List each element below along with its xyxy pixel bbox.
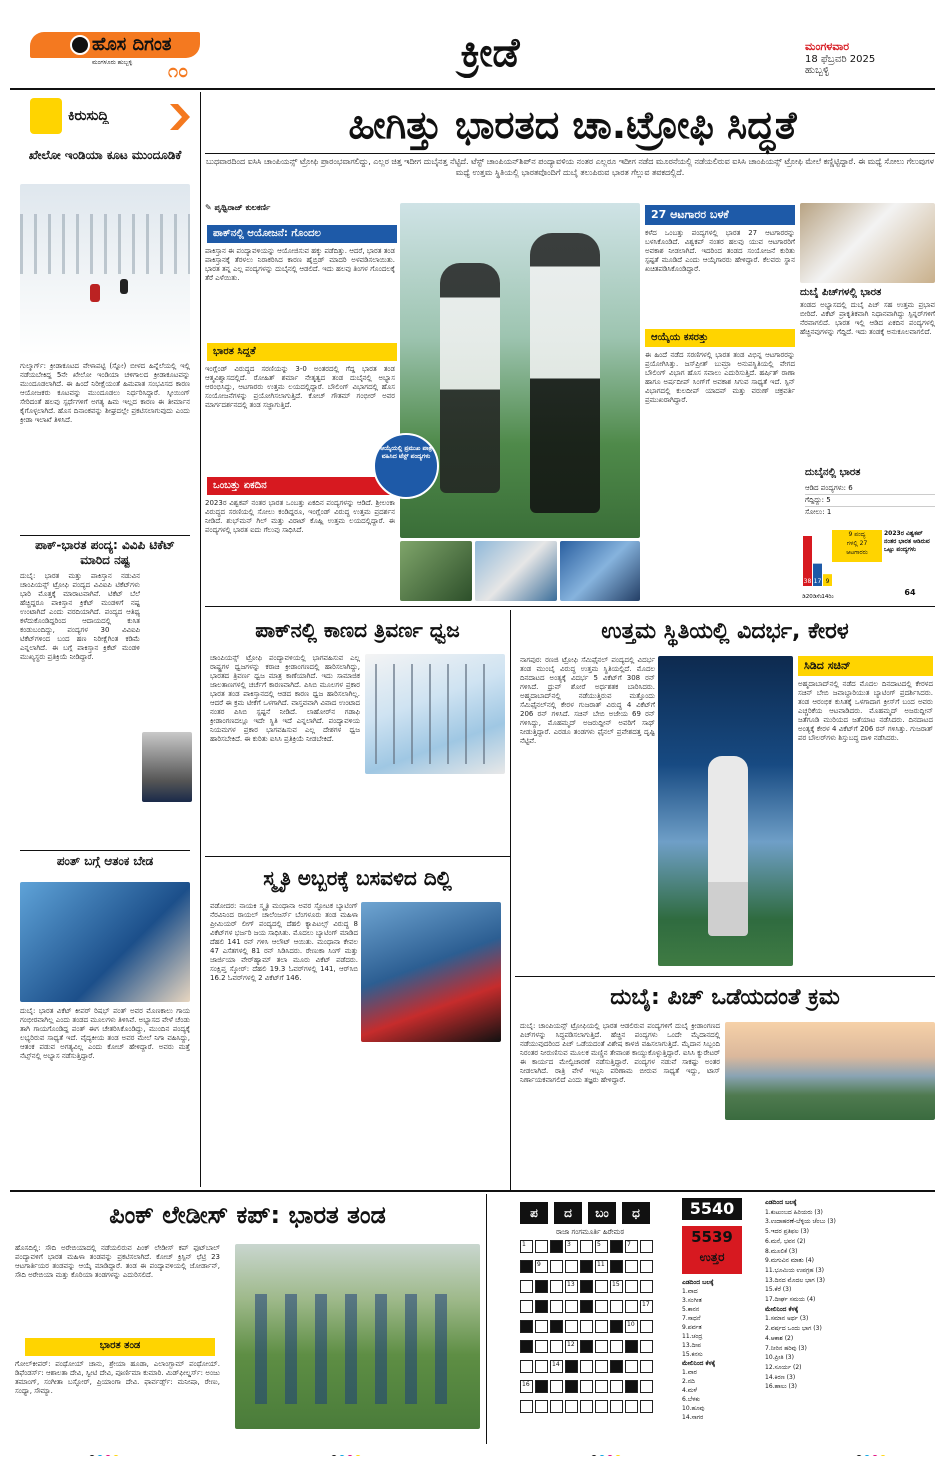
dubai-pitch-title: ದುಬೈ ಪಿಚ್‌ಗಳಲ್ಲಿ ಭಾರತ [800,287,882,298]
dubai-record-title: ದುಬೈನಲ್ಲಿ ಭಾರತ [805,467,861,478]
dubai-pitch-body: ತಂಡದ ಅಭ್ಯಾಸದಲ್ಲಿ ದುಬೈ ಪಿಚ್ ಸಹ ಉತ್ತಮ ಪ್ರಭಾವ ಬೀರಿದೆ. ವಿಕೆಟ್ ಪ್ರಾಕೃತಿಕವಾಗಿ ನಿಧಾನವಾಗಿದ್ದು ಸ್ಪಿನ್ನರ್‌ಗಳಿಗೆ ನೆರವಾಗಲಿದೆ. ಭಾರತ ಇಲ್ಲಿ ಆಡಿದ ಏಕದಿನ ಪಂದ್ಯಗಳಲ್ಲಿ ಹೆಚ್ಚಿನವುಗಳನ್ನು ಗೆದ್ದಿದೆ. ಇದು ತಂಡಕ್ಕೆ ಅನುಕೂಲವಾಗಲಿದೆ. [800,301,935,336]
crossword-cell[interactable] [520,1300,533,1313]
crossword-cell[interactable] [565,1400,578,1413]
ayke-title: ಆಯ್ಕೆಯ ಕಸರತ್ತು [651,332,709,343]
crossword-cell[interactable] [565,1340,578,1353]
crossword-cell[interactable] [640,1240,653,1253]
clue-item: 4.ಆಕಾಶ (2) [765,1334,794,1342]
delhi-body-cont [361,1048,501,1182]
crossword-cell[interactable] [520,1240,533,1253]
clue-item: 6.ಮನೆ, ಭವನ (2) [765,1237,806,1245]
crossword-cell[interactable] [535,1360,548,1373]
crossword-cell[interactable] [610,1320,623,1333]
crossword-cell-number: 9 [537,1261,541,1268]
chart-title: 2023ರ ವಿಶ್ವಕಪ್ ನಂತರ ಭಾರತ ಆಡಿರುವ ಒಟ್ಟು ಪಂದ್ಯಗಳು [884,530,930,553]
delhi-body: ವಡೋದರ: ನಾಯಕಿ ಸ್ಮೃತಿ ಮಂಧಾನಾ ಅವರ ಸ್ಫೋಟಕ ಬ್ಯಾಟಿಂಗ್ ನೆರವಿನಿಂದ ರಾಯಲ್ ಚಾಲೆಂಜರ್ಸ್ ಬೆಂಗಳೂರು ತಂಡ ಮಹಿಳಾ ಪ್ರೀಮಿಯರ್ ಲೀಗ್ ಪಂದ್ಯದಲ್ಲಿ ದೆಹಲಿ ಕ್ಯಾಪಿಟಲ್ಸ್ ವಿರುದ್ಧ 8 ವಿಕೆಟ್‌ಗಳ ಭರ್ಜರಿ ಜಯ ಸಾಧಿಸಿತು. ಮೊದಲು ಬ್ಯಾಟಿಂಗ್ ಮಾಡಿದ ದೆಹಲಿ 141 ರನ್ ಗಳಿಸಿ ಆಲೌಟ್ ಆಯಿತು. ಮಂಧಾನಾ ಕೇವಲ 47 ಎಸೆತಗಳಲ್ಲಿ 81 ರನ್ ಸಿಡಿಸಿದರು. ರೇಣುಕಾ ಸಿಂಗ್ ಮತ್ತು ಜಾರ್ಜಿಯಾ ವೇರ್‌ಹ್ಯಾಮ್ ತಲಾ ಮೂರು ವಿಕೆಟ್ ಪಡೆದರು. ಸಂಕ್ಷಿಪ್ತ ಸ್ಕೋರ್: ದೆಹಲಿ 19.3 ಓವರ್‌ಗಳಲ್ಲಿ 141, ಆರ್‌ಸಿಬಿ 16.2 ಓವರ್‌ಗಳಲ್ಲಿ 2 ವಿಕೆಟ್‌ಗೆ 146. [210,902,358,982]
cw-title-1: ಪ [520,1202,548,1224]
crossword-cell[interactable] [535,1280,548,1293]
rule-1 [20,535,190,536]
pitch-body: ದುಬೈ: ಚಾಂಪಿಯನ್ಸ್ ಟ್ರೋಫಿಯಲ್ಲಿ ಭಾರತ ಆಡಲಿರುವ ಪಂದ್ಯಗಳಿಗೆ ದುಬೈ ಕ್ರೀಡಾಂಗಣದ ಪಿಚ್‌ಗಳನ್ನು ಸಿದ್ಧಪಡಿಸಲಾಗುತ್ತಿದೆ. ಹೆಚ್ಚಿನ ಪಂದ್ಯಗಳು ಒಂದೇ ಮೈದಾನದಲ್ಲಿ ನಡೆಯುವುದರಿಂದ ಪಿಚ್ ಒಡೆಯದಂತೆ ವಿಶೇಷ ಕಾಳಜಿ ವಹಿಸಲಾಗುತ್ತಿದೆ. ಮೈದಾನ ಸಿಬ್ಬಂದಿ ನಿರಂತರ ನೀರುಣಿಸುವ ಮೂಲಕ ಮಣ್ಣಿನ ತೇವಾಂಶ ಕಾಯ್ದುಕೊಳ್ಳುತ್ತಿದ್ದಾರೆ. ಐಸಿಸಿ ಕ್ಯುರೇಟರ್ ಈ ಕಾರ್ಯದ ಮೇಲ್ವಿಚಾರಣೆ ನಡೆಸುತ್ತಿದ್ದಾರೆ. ಪಂದ್ಯಗಳ ನಡುವೆ ಸಾಕಷ್ಟು ಅಂತರ ನೀಡಲಾಗಿದೆ. ರಾತ್ರಿ ವೇಳೆ ಇಬ್ಬನಿ ಪರಿಣಾಮ ಬೀರುವ ಸಾಧ್ಯತೆ ಇದ್ದು, ಟಾಸ್ ನಿರ್ಣಾಯಕವಾಗಲಿದೆ ಎಂದು ತಜ್ಞರು ಹೇಳಿದ್ದಾರೆ. [520,1022,720,1084]
clue-item: 1.ಕುಟುಂಬದ ಹಿರಿಯರು (3) [765,1208,823,1216]
crossword-cell[interactable] [550,1300,563,1313]
crossword-cell[interactable] [640,1380,653,1393]
clue-item: 15.ಕೆರೆ (3) [765,1286,792,1294]
crossword-cell[interactable] [535,1320,548,1333]
pant-photo [20,882,190,1002]
ondu-title: ಒಂಬತ್ತು ಏಕದಿನ [213,480,267,491]
pak-title: ಪಾಕ್‌ನಲ್ಲಿ ಆಯೋಜನೆ: ಗೊಂದಲ [213,228,321,239]
ataga-body: ಕಳೆದ ಒಂಬತ್ತು ಪಂದ್ಯಗಳಲ್ಲಿ ಭಾರತ 27 ಆಟಗಾರರನ್ನು ಬಳಸಿಕೊಂಡಿದೆ. ವಿಶ್ವಕಪ್ ನಂತರ ಹಲವು ಯುವ ಆಟಗಾರರಿಗೆ ಅವಕಾಶ ನೀಡಲಾಗಿದೆ. ಇದರಿಂದ ತಂಡದ ಸಂಯೋಜನೆ ಕುರಿತು ಸ್ಪಷ್ಟತೆ ಮೂಡಿದೆ ಎಂದು ಆಯ್ಕೆಗಾರರು ಹೇಳಿದ್ದಾರೆ. ಕೆಲವರು ಸ್ಥಾನ ಖಚಿತಪಡಿಸಿಕೊಂಡಿದ್ದಾರೆ. [645,229,795,273]
ayke-body: ಈ ಹಿಂದೆ ನಡೆದ ಸರಣಿಗಳಲ್ಲಿ ಭಾರತ ತಂಡ ವಿಭಿನ್ನ ಆಟಗಾರರನ್ನು ಪ್ರಯೋಗಿಸಿತ್ತು. ಜಸ್‌ಪ್ರೀತ್ ಬುಮ್ರಾ ಅನುಪಸ್ಥಿತಿಯಲ್ಲಿ ವೇಗದ ಬೌಲಿಂಗ್ ವಿಭಾಗ ಹೊಸ ಸವಾಲು ಎದುರಿಸುತ್ತಿದೆ. ಹರ್ಷಿತ್ ರಾಣಾ ಹಾಗೂ ಅರ್ಷದೀಪ್ ಸಿಂಗ್‌ಗೆ ಅವಕಾಶ ಸಿಗುವ ಸಾಧ್ಯತೆ ಇದೆ. ಸ್ಪಿನ್ ವಿಭಾಗದಲ್ಲಿ ಕುಲದೀಪ್ ಯಾದವ್ ಮತ್ತು ವರುಣ್ ಚಕ್ರವರ್ತಿ ಪ್ರಮುಖರಾಗಿದ್ದಾರೆ. [645,351,795,404]
record-lost: ಸೋಲು: 1 [805,508,832,516]
flag-bottom-rule [205,856,510,857]
cw-title-3: ಬಂ [588,1202,616,1224]
clue-item: 3.ಉದಾಹರಣೆ-ಬೆಳ್ಳಿಯ ಚೆಂಬು (3) [765,1218,836,1226]
crossword-cell[interactable] [595,1240,608,1253]
crossword-cell[interactable] [550,1320,563,1333]
crossword-cell[interactable] [580,1260,593,1273]
pink-body: ಹೊಸದಿಲ್ಲಿ: ಸೌದಿ ಅರೇಬಿಯಾದಲ್ಲಿ ನಡೆಯಲಿರುವ ಪಿಂಕ್ ಲೇಡೀಸ್ ಕಪ್ ಫುಟ್‌ಬಾಲ್ ಪಂದ್ಯಾವಳಿಗೆ ಭಾರತ ಮಹಿಳಾ ತಂಡವನ್ನು ಪ್ರಕಟಿಸಲಾಗಿದೆ. ಕೋಚ್ ಕ್ರಿಸ್ಪಿನ್ ಛೆಟ್ರಿ 23 ಆಟಗಾರ್ತಿಯರ ತಂಡವನ್ನು ಆಯ್ಕೆ ಮಾಡಿದ್ದಾರೆ. ತಂಡ ಈ ಪಂದ್ಯಾವಳಿಯಲ್ಲಿ ಜೋರ್ಡಾನ್, ಸೌದಿ ಅರೇಬಿಯಾ ಮತ್ತು ಕೊರಿಯಾ ತಂಡಗಳನ್ನು ಎದುರಿಸಲಿದೆ. [15,1244,220,1279]
siddhate-title: ಭಾರತ ಸಿದ್ಧತೆ [213,346,256,357]
record-won: ಗೆದ್ದಿದ್ದು: 5 [805,495,935,507]
crossword-cell-number: 15 [612,1281,620,1288]
crossword-cell[interactable] [625,1280,638,1293]
flag-divider [510,610,511,1190]
crossword-cell[interactable] [565,1360,578,1373]
dubai-record-list [805,483,935,518]
cw-title-4: ಧ [622,1202,650,1224]
answer-item: 4.ಮಳೆ [682,1387,697,1394]
crossword-cell[interactable] [610,1280,623,1293]
crossword-cell[interactable] [625,1240,638,1253]
crossword-cell[interactable] [595,1380,608,1393]
clue-item: 13.ದಿನದ ಮೊದಲ ಭಾಗ (3) [765,1276,825,1284]
crossword-cell-number: 1 [522,1241,526,1248]
crossword-cell[interactable] [580,1380,593,1393]
snow-ski-photo [20,184,190,356]
crossword-cell[interactable] [520,1320,533,1333]
crossword-cell-number: 13 [567,1281,575,1288]
crossword-cell[interactable] [625,1380,638,1393]
clue-item: 11.ಭೂಮಿಯ ಉಪಗ್ರಹ (3) [765,1266,825,1274]
sachin-body: ಅಹ್ಮದಾಬಾದ್‌ನಲ್ಲಿ ನಡೆದ ಮೊದಲ ದಿನದಾಟದಲ್ಲಿ ಕೇರಳದ ಸಚಿನ್ ಬೇಬಿ ಜವಾಬ್ದಾರಿಯುತ ಬ್ಯಾಟಿಂಗ್ ಪ್ರದರ್ಶಿಸಿದರು. ತಂಡ ಆರಂಭಿಕ ಕುಸಿತಕ್ಕೆ ಒಳಗಾದಾಗ ಕ್ರೀಸ್‌ಗೆ ಬಂದ ಅವರು ಎಚ್ಚರಿಕೆಯ ಆಟವಾಡಿದರು. ಮೊಹಮ್ಮದ್ ಅಜರುದ್ದೀನ್ ಜತೆಗೂಡಿ ಮುರಿಯದ ಜತೆಯಾಟ ನಡೆಸಿದರು. ದಿನದಾಟದ ಅಂತ್ಯಕ್ಕೆ ಕೇರಳ 4 ವಿಕೆಟ್‌ಗೆ 206 ರನ್ ಗಳಿಸಿತ್ತು. ಗುಜರಾತ್ ಪರ ಬೌಲರ್‌ಗಳು ಶಿಸ್ತುಬದ್ಧ ದಾಳಿ ನಡೆಸಿದರು. [798,680,933,742]
crossword-grid [520,1240,655,1430]
bottom-rule [10,1190,935,1192]
crossword-cell-number: 7 [627,1241,631,1248]
story3-title: ಪಂತ್ ಬಗ್ಗೆ ಆತಂಕ ಬೇಡ [56,854,154,868]
team-photo [800,203,935,283]
answer-item: ಮೇಲಿನಿಂದ ಕೆಳಕ್ಕೆ [682,1360,716,1367]
player-figure-1 [440,263,500,493]
siddhate-body: ಇಂಗ್ಲೆಂಡ್ ವಿರುದ್ಧದ ಸರಣಿಯನ್ನು 3-0 ಅಂತರದಲ್ಲಿ ಗೆದ್ದ ಭಾರತ ತಂಡ ಆತ್ಮವಿಶ್ವಾಸದಲ್ಲಿದೆ. ರೋಹಿತ್ ಶರ್ಮಾ ನೇತೃತ್ವದ ತಂಡ ದುಬೈನಲ್ಲಿ ಅಭ್ಯಾಸ ಆರಂಭಿಸಿದ್ದು, ಆಟಗಾರರು ಉತ್ತಮ ಲಯದಲ್ಲಿದ್ದಾರೆ. ಬೌಲಿಂಗ್ ವಿಭಾಗದಲ್ಲಿ ಹೊಸ ಸಂಯೋಜನೆಗಳನ್ನು ಪ್ರಯೋಗಿಸಲಾಗುತ್ತಿದೆ. ಕೋಚ್ ಗೌತಮ್ ಗಂಭೀರ್ ಅವರ ಮಾರ್ಗದರ್ಶನದಲ್ಲಿ ತಂಡ ಸಜ್ಜಾಗುತ್ತಿದೆ. [205,365,395,409]
crossword-cell[interactable] [595,1300,608,1313]
city-label: ಹುಬ್ಬಳ್ಳಿ [805,65,830,76]
chart-total: 64 [904,588,916,597]
pen-icon: ✎ [205,203,215,212]
crossword-cell[interactable] [610,1340,623,1353]
answer-item: 7.ಸಾಧನೆ [682,1315,701,1322]
story1-body: ಗುಲ್ಮಾರ್ಗ್: ಕ್ರೀಡಾಕೂಟದ ವೇಳಾಪಟ್ಟಿ (ಸ್ನೋ) ಬೀಳದ ಹಿನ್ನೆಲೆಯಲ್ಲಿ ಇಲ್ಲಿ ನಡೆಯಬೇಕಿದ್ದ 5ನೇ ಖೇಲೋ ಇಂಡಿಯಾ ಚಳಿಗಾಲದ ಕ್ರೀಡಾಕೂಟವನ್ನು ಮುಂದೂಡಲಾಗಿದೆ. ಈ ಹಿಂದೆ ನಿರೀಕ್ಷೆಯಂತೆ ಹಿಮಪಾತ ಸಂಭವಿಸದ ಕಾರಣ ಆಯೋಜಕರು ಕೂಟವನ್ನು ಮುಂದೂಡಲು ನಿರ್ಧರಿಸಿದ್ದಾರೆ. ಸ್ಕೀಯಿಂಗ್ ಸೇರಿದಂತೆ ಹಲವು ಸ್ಪರ್ಧೆಗಳಿಗೆ ಅಗತ್ಯ ಹಿಮ ಇಲ್ಲದ ಕಾರಣ ಈ ತೀರ್ಮಾನ ಕೈಗೊಳ್ಳಲಾಗಿದೆ. ಹೊಸ ದಿನಾಂಕವನ್ನು ಶೀಘ್ರದಲ್ಲೇ ಪ್ರಕಟಿಸಲಾಗುವುದು ಎಂದು ಕ್ರೀಡಾ ಇಲಾಖೆ ತಿಳಿಸಿದೆ. [20,362,190,424]
headline-rule [205,153,935,154]
answer-item: 1.ವಾರ [682,1369,697,1376]
answer-item: 14.ಸಾಗರ [682,1414,704,1421]
crossword-cell[interactable] [625,1340,638,1353]
flag-body-1 [210,654,360,849]
player-figure-2 [530,233,600,513]
crossword-cell[interactable] [610,1360,623,1373]
masthead-rule [10,88,935,90]
crossword-cell[interactable] [580,1360,593,1373]
crossword-cell[interactable] [565,1240,578,1253]
pitch-body-cont [725,1124,935,1184]
crossword-cell[interactable] [550,1240,563,1253]
byline [205,203,385,213]
crossword-cell[interactable] [550,1340,563,1353]
answer-item: 1.ವಾದ [682,1288,698,1295]
clue-item: 10.ಪ್ರೀತಿ (3) [765,1354,794,1362]
print-registration-marks [0,1444,945,1456]
reg-dots-1 [88,1446,120,1456]
crossword-cell[interactable] [595,1340,608,1353]
crossword-cell[interactable] [610,1260,623,1273]
answer-item: 11.ಚಂದ್ರ [682,1333,703,1340]
pine-trees [20,214,190,274]
crossword-cell[interactable] [610,1240,623,1253]
clue-item: ಎಡದಿಂದ ಬಲಕ್ಕೆ [765,1199,797,1206]
crossword-cell[interactable] [610,1380,623,1393]
answer-number: 5539 [691,1228,733,1246]
clue-item: 16.ಹಾಲು (3) [765,1383,798,1391]
stadium-flags-photo [365,654,505,774]
crossword-cell[interactable] [640,1360,653,1373]
official-photo [142,732,192,802]
crossword-author: ರಾಜಾ ಗಂಗಮೂರ್ತಿ ಹಿರೇಮಠ [555,1228,625,1236]
clue-item: 8.ಮೂಲಿಕೆ (3) [765,1247,798,1255]
clues-list [765,1198,935,1433]
kirusuddi-label: ಕಿರುಸುದ್ದಿ [68,108,109,124]
answer-item: 5.ಕಾನನ [682,1306,700,1313]
lead-bottom-rule [205,606,935,607]
crossword-cell[interactable] [640,1340,653,1353]
lead-intro: ಬುಧವಾರದಿಂದ ಐಸಿಸಿ ಚಾಂಪಿಯನ್ಸ್ ಟ್ರೋಫಿ ಪ್ರಾರಂಭವಾಗಲಿದ್ದು, ಎಲ್ಲರ ಚಿತ್ತ ಇದೀಗ ದುಬೈನತ್ತ ನೆಟ್ಟಿದೆ. ಟೆಸ್ಟ್ ಚಾಂಪಿಯನ್‌ಶಿಪ್‌ನ ಪಂದ್ಯಾವಳಿಯ ನಂತರ ಎಲ್ಲರೂ ಇದೀಗ ನಡೆದ ಮೂರನೆಯಲ್ಲಿ ನಡೆಯಲಿರುವ ಐಸಿಸಿ ಚಾಂಪಿಯನ್ಸ್ ಟ್ರೋಫಿ ಮೇಲೆ ಕಣ್ಣಿಟ್ಟಿದ್ದಾರೆ. ಈ ಮಧ್ಯೆ ಸೋಲು ಗೆಲುವುಗಳ ಮಧ್ಯೆ ಉತ್ತಮ ಸ್ಥಿತಿಯಲ್ಲಿ ಭಾರತವೊಂದಿಗೆ ದುಬೈ ತಲುಪಿರುವ ಭಾರತ ಗೆಲ್ಲುವ ತವಕದಲ್ಲಿದೆ. [206,157,934,177]
crossword [490,1194,940,1439]
crossword-cell[interactable] [550,1380,563,1393]
clue-item: 7.ನೀರಿನ ಹರಿವು (3) [765,1344,807,1352]
crossword-cell[interactable] [535,1240,548,1253]
crossword-cell[interactable] [580,1320,593,1333]
answer-label: ಉತ್ತರ [699,1250,725,1264]
clue-item: 14.ಕಿರಣ (3) [765,1373,796,1381]
masthead-date-block [805,40,925,76]
crossword-cell[interactable] [625,1260,638,1273]
chart-axis-label: 14ರಿಂ [821,594,834,600]
crossword-title [520,1202,660,1224]
logo-text: ಹೊಸ ದಿಗಂತ [92,34,172,55]
crossword-cell-number: 11 [597,1261,605,1268]
crossword-cell[interactable] [595,1400,608,1413]
flag-body: ಚಾಂಪಿಯನ್ಸ್ ಟ್ರೋಫಿ ಪಂದ್ಯಾವಳಿಯಲ್ಲಿ ಭಾಗವಹಿಸುವ ಎಲ್ಲ ರಾಷ್ಟ್ರಗಳ ಧ್ವಜಗಳನ್ನು ಕರಾಚಿ ಕ್ರೀಡಾಂಗಣದಲ್ಲಿ ಹಾರಿಸಲಾಗಿದ್ದು, ಭಾರತದ ತ್ರಿವರ್ಣ ಧ್ವಜ ಮಾತ್ರ ಕಾಣೆಯಾಗಿದೆ. ಇದು ಸಾಮಾಜಿಕ ಜಾಲತಾಣಗಳಲ್ಲಿ ಚರ್ಚೆಗೆ ಕಾರಣವಾಗಿದೆ. ಪಿಸಿಬಿ ಮೂಲಗಳ ಪ್ರಕಾರ ಭಾರತ ತಂಡ ಪಾಕಿಸ್ತಾನದಲ್ಲಿ ಆಡದ ಕಾರಣ ಧ್ವಜ ಹಾರಿಸಲಾಗಿಲ್ಲ. ಆದರೆ ಈ ಕ್ರಮ ಟೀಕೆಗೆ ಒಳಗಾಗಿದೆ. ವಾಸ್ತವವಾಗಿ ವಿವಾದ ಉಂಟಾದ ನಂತರ ಪಿಸಿಬಿ ಸ್ಪಷ್ಟನೆ ನೀಡಿದೆ. ಲಾಹೋರ್‌ನ ಗಡಾಫಿ ಕ್ರೀಡಾಂಗಣದಲ್ಲೂ ಇದೇ ಸ್ಥಿತಿ ಇದೆ ಎನ್ನಲಾಗಿದೆ. ಪಂದ್ಯಾವಳಿಯ ನಿಯಮಗಳ ಪ್ರಕಾರ ಭಾಗವಹಿಸುವ ಎಲ್ಲ ದೇಶಗಳ ಧ್ವಜ ಹಾರಿಸಬೇಕಿದೆ. ಈ ಕುರಿತು ಐಸಿಸಿ ಪ್ರತಿಕ್ರಿಯೆ ನೀಡಬೇಕಿದೆ. [210,654,360,743]
bottom-divider [486,1194,487,1444]
delhi-story [205,858,510,1188]
crossword-cell[interactable] [535,1260,548,1273]
chart-axis-label: ಡಿಸೆಂ [812,594,823,600]
pitch-title: ದುಬೈ: ಪಿಚ್ ಒಡೆಯದಂತೆ ಕ್ರಮ [610,985,840,1010]
crossword-cell[interactable] [625,1360,638,1373]
crossword-cell[interactable] [535,1340,548,1353]
flag-poles [375,664,495,764]
clue-item: 2.ವರ್ಷದ ಒಂದು ಭಾಗ (3) [765,1325,822,1333]
crossword-cell[interactable] [565,1320,578,1333]
cw-title-2: ದ [554,1202,582,1224]
pink-title: ಪಿಂಕ್ ಲೇಡೀಸ್ ಕಪ್: ಭಾರತ ತಂಡ [109,1201,386,1229]
masthead [0,0,945,90]
crossword-cell[interactable] [580,1340,593,1353]
players-group [255,1294,465,1404]
clue-item: 9.ಮಗುವಿನ ಮಾತು (4) [765,1257,815,1265]
crossword-cell[interactable] [625,1400,638,1413]
day-label: ಮಂಗಳವಾರ [805,40,850,53]
crossword-cell[interactable] [580,1300,593,1313]
chart-value-label: 38 [803,578,812,585]
sachin-title: ಸಿಡಿದ ಸಚಿನ್ [804,659,851,672]
crossword-cell[interactable] [535,1300,548,1313]
crossword-cell[interactable] [625,1320,638,1333]
crossword-cell[interactable] [550,1400,563,1413]
squad-tag: ಭಾರತ ತಂಡ [99,1340,141,1351]
smriti-photo [361,902,501,1042]
answer-item: 15.ಕನಸು [682,1351,703,1358]
pitch-story [515,978,940,1188]
answer-box [682,1226,742,1274]
legend-line-3: ಆಟಗಾರರು [846,549,868,556]
legend-line-1: 9 ಪಂದ್ಯ [848,531,866,538]
date-label: 18 ಫೆಬ್ರವರಿ 2025 [805,54,876,65]
crossword-cell[interactable] [520,1260,533,1273]
vidarbha-title: ಉತ್ತಮ ಸ್ಥಿತಿಯಲ್ಲಿ ವಿದರ್ಭ, ಕೇರಳ [601,619,849,644]
thumb-photo-3 [560,541,640,601]
byline-name: ಪೃಥ್ವಿರಾಜ್ ಕುಲಕರ್ಣಿ [214,203,271,212]
edition-number: ೧೦ [168,62,189,82]
batsman-photo [658,656,793,966]
main-headline: ಹೀಗಿತ್ತು ಭಾರತದ ಚಾ.ಟ್ರೋಫಿ ಸಿದ್ಧತೆ [348,103,797,147]
crossword-cell[interactable] [595,1280,608,1293]
crossword-cell[interactable] [535,1380,548,1393]
left-column-divider [200,92,201,1187]
kirusuddi-header [30,96,190,138]
crossword-cell[interactable] [520,1380,533,1393]
logo [30,32,230,87]
crossword-cell[interactable] [640,1260,653,1273]
crossword-cell[interactable] [520,1360,533,1373]
batsman-figure [708,756,748,936]
crossword-cell[interactable] [550,1260,563,1273]
answer-item: 2.ನದಿ [682,1378,695,1385]
clue-item: 1.ಸಮಾನ ಅರ್ಥ (3) [765,1315,809,1323]
thumb-photo-2 [475,541,557,601]
clue-item: 12.ಸೂರ್ಯ (2) [765,1363,802,1371]
crossword-cell[interactable] [565,1380,578,1393]
pak-body: ಪಾಕಿಸ್ತಾನ ಈ ಪಂದ್ಯಾವಳಿಯನ್ನು ಆಯೋಜಿಸುವ ಹಕ್ಕು ಪಡೆದಿತ್ತು. ಆದರೆ, ಭಾರತ ತಂಡ ಪಾಕಿಸ್ತಾನಕ್ಕೆ ತೆರಳಲು ನಿರಾಕರಿಸಿದ ಕಾರಣ ಹೈಬ್ರಿಡ್ ಮಾದರಿ ಅಳವಡಿಸಲಾಯಿತು. ಭಾರತ ತನ್ನ ಎಲ್ಲ ಪಂದ್ಯಗಳನ್ನು ದುಬೈನಲ್ಲಿ ಆಡಲಿದೆ. ಇದು ಹಲವು ತಿಂಗಳ ಗೊಂದಲಕ್ಕೆ ತೆರೆ ಎಳೆಯಿತು. [205,247,395,282]
crossword-cell-number: 14 [552,1361,560,1368]
flag-story [205,610,510,855]
vidarbha-story [515,610,940,975]
crossword-cell[interactable] [580,1400,593,1413]
answer-item: 6.ಬೆಳಕು [682,1396,700,1403]
crossword-cell[interactable] [640,1320,653,1333]
skier-2 [120,279,128,294]
reg-dots-4 [855,1446,887,1456]
skier [90,284,100,302]
crossword-cell-number: 12 [567,1341,575,1348]
squad-list: ಗೋಲ್‌ಕೀಪರ್: ಪಂಥೋಯ್ ಚಾನು, ಶ್ರೇಯಾ ಹೂಡಾ, ಎಲಾಂಗ್ಬಾಮ್ ಪಂಥೋಯ್. ಡಿಫೆಂಡರ್ಸ್: ಆಶಾಲತಾ ದೇವಿ, ಸ್ವೀಟಿ ದೇವಿ, ಪೂರ್ಣಿಮಾ ಕುಮಾರಿ. ಮಿಡ್‌ಫೀಲ್ಡರ್ಸ್: ಅಂಜು ತಮಾಂಗ್, ಸಂಗೀತಾ ಬಸ್ಫೋರ್, ಪ್ರಿಯಾಂಗಾ ದೇವಿ. ಫಾರ್ವರ್ಡ್ಸ್: ಮನೀಷಾ, ರೇಣು, ಸಂಧ್ಯಾ, ಸೌಮ್ಯಾ. [15,1360,220,1395]
answer-item: 13.ದೀಪ [682,1342,701,1349]
rule-2 [20,850,190,851]
crossword-cell[interactable] [580,1280,593,1293]
vidarbha-body: ನಾಗಪುರ: ರಣಜಿ ಟ್ರೋಫಿ ಸೆಮಿಫೈನಲ್ ಪಂದ್ಯದಲ್ಲಿ ವಿದರ್ಭ ತಂಡ ಮುಂಬೈ ವಿರುದ್ಧ ಉತ್ತಮ ಸ್ಥಿತಿಯಲ್ಲಿದೆ. ಮೊದಲ ದಿನದಾಟದ ಅಂತ್ಯಕ್ಕೆ ವಿದರ್ಭ 5 ವಿಕೆಟ್‌ಗೆ 308 ರನ್ ಗಳಿಸಿದೆ. ಧ್ರುವ್ ಶೋರೆ ಅರ್ಧಶತಕ ಬಾರಿಸಿದರು. ಅಹ್ಮದಾಬಾದ್‌ನಲ್ಲಿ ನಡೆಯುತ್ತಿರುವ ಮತ್ತೊಂದು ಸೆಮಿಫೈನಲ್‌ನಲ್ಲಿ ಕೇರಳ ಗುಜರಾತ್ ವಿರುದ್ಧ 4 ವಿಕೆಟ್‌ಗೆ 206 ರನ್ ಗಳಿಸಿದೆ. ಸಚಿನ್ ಬೇಬಿ ಅಜೇಯ 69 ರನ್ ಗಳಿಸಿದ್ದು, ಮೊಹಮ್ಮದ್ ಅಜರುದ್ದೀನ್ ಅವರಿಗೆ ಸಾಥ್ ನೀಡುತ್ತಿದ್ದಾರೆ. ಎರಡೂ ತಂಡಗಳು ಫೈನಲ್ ಪ್ರವೇಶದತ್ತ ದೃಷ್ಟಿ ನೆಟ್ಟಿವೆ. [520,656,655,745]
ondu-body: 2023ರ ವಿಶ್ವಕಪ್ ನಂತರ ಭಾರತ ಒಂಬತ್ತು ಏಕದಿನ ಪಂದ್ಯಗಳನ್ನು ಆಡಿದೆ. ಶ್ರೀಲಂಕಾ ವಿರುದ್ಧದ ಸರಣಿಯಲ್ಲಿ ಸೋಲು ಕಂಡಿದ್ದರೂ, ಇಂಗ್ಲೆಂಡ್ ವಿರುದ್ಧ ಉತ್ತಮ ಪ್ರದರ್ಶನ ನೀಡಿದೆ. ಶುಭ್‌ಮನ್ ಗಿಲ್ ಮತ್ತು ವಿರಾಟ್ ಕೊಹ್ಲಿ ಉತ್ತಮ ಲಯದಲ್ಲಿದ್ದಾರೆ. ಈ ಪಂದ್ಯಗಳಲ್ಲಿ ಭಾರತ ಐದು ಗೆಲುವು ಸಾಧಿಸಿದೆ. [205,499,395,534]
pink-story [10,1194,485,1439]
answer-item: 3.ಸಂಗೀತ [682,1297,702,1304]
logo-tagline: ಮಂಗಳೂರು ಹುಬ್ಬಳ್ಳಿ [92,59,133,66]
football-photo [235,1244,480,1429]
story2-body: ದುಬೈ: ಭಾರತ ಮತ್ತು ಪಾಕಿಸ್ತಾನ ನಡುವಿನ ಚಾಂಪಿಯನ್ಸ್ ಟ್ರೋಫಿ ಪಂದ್ಯದ ವಿವಿಐಪಿ ಟಿಕೆಟ್‌ಗಳು ಭಾರಿ ಮೊತ್ತಕ್ಕೆ ಮಾರಾಟವಾಗಿವೆ. ಟಿಕೆಟ್ ಬೆಲೆ ಹೆಚ್ಚಿದ್ದರೂ ಪಾಕಿಸ್ತಾನ ಕ್ರಿಕೆಟ್ ಮಂಡಳಿಗೆ ನಷ್ಟ ಉಂಟಾಗಿದೆ ಎಂದು ವರದಿಯಾಗಿದೆ. ಪಂದ್ಯದ ಆತಿಥ್ಯ ಕಳೆದುಕೊಂಡಿದ್ದರಿಂದ ಆದಾಯದಲ್ಲಿ ಕುಸಿತ ಕಂಡುಬಂದಿದ್ದು, ಪಂದ್ಯಗಳ 30 ವಿವಿಐಪಿ ಟಿಕೆಟ್‌ಗಳಿಂದ ಬಂದ ಹಣ ನಿರೀಕ್ಷೆಗಿಂತ ಕಡಿಮೆ ಎನ್ನಲಾಗಿದೆ. ಈ ಬಗ್ಗೆ ಪಾಕಿಸ್ತಾನ ಕ್ರಿಕೆಟ್ ಮಂಡಳಿ ಮುಖ್ಯಸ್ಥರು ಪ್ರತಿಕ್ರಿಯೆ ನೀಡಿದ್ದಾರೆ. [20,572,140,661]
crossword-cell[interactable] [640,1280,653,1293]
crossword-cell-number: 10 [627,1321,635,1328]
crossword-cell[interactable] [640,1300,653,1313]
photo-caption: ಆಯ್ಕೆಯಲ್ಲಿ ಪ್ರಮುಖ ಪಾತ್ರ ವಹಿಸಿದ ಟೆಸ್ಟ್ ಪಂದ್ಯಗಳು [380,445,432,460]
crossword-cell[interactable] [610,1400,623,1413]
crossword-cell[interactable] [520,1400,533,1413]
crossword-cell-number: 17 [642,1301,650,1308]
kirusuddi-arrow [170,104,190,130]
crossword-cell[interactable] [550,1280,563,1293]
flag-title: ಪಾಕ್‌ನಲ್ಲಿ ಕಾಣದ ತ್ರಿವರ್ಣ ಧ್ವಜ [255,618,460,642]
delhi-title: ಸ್ಮೃತಿ ಅಬ್ಬರಕ್ಕೆ ಬಸವಳಿದ ದಿಲ್ಲಿ [263,866,452,890]
stadium-photo [725,1022,935,1120]
logo-emblem-icon [70,35,90,55]
kirusuddi-column [10,92,200,1200]
crossword-cell[interactable] [565,1300,578,1313]
crossword-cell[interactable] [595,1360,608,1373]
clue-item: 17.ದೀರ್ಘ ಸಮಯ (4) [765,1296,816,1304]
crossword-cell-number: 5 [597,1241,601,1248]
crossword-number: 5540 [682,1198,742,1220]
record-played: ಆಡಿದ ಪಂದ್ಯಗಳು: 6 [805,483,935,495]
section-title: ಕ್ರೀಡೆ [460,30,520,76]
thumb-photo-1 [400,541,472,601]
clue-item: 5.ಇದರ ಪ್ರತಿಫಲ (3) [765,1228,810,1236]
hand-icon [30,98,62,134]
crossword-cell-number: 3 [567,1241,571,1248]
crossword-cell[interactable] [520,1280,533,1293]
reg-dots-2 [330,1446,362,1456]
answer-item: 9.ಪರ್ವತ [682,1324,702,1331]
crossword-cell-number: 16 [522,1381,530,1388]
crossword-cell[interactable] [565,1260,578,1273]
answer-item: 10.ಹೂವು [682,1405,705,1412]
story2-title: ಪಾಕ್-ಭಾರತ ಪಂದ್ಯ: ವಿವಿಪಿ ಟಿಕೆಟ್ ಮಾರಿದ ನಷ್ಟ [35,538,175,567]
matches-chart [800,530,935,605]
ataga-title: 27 ಆಟಗಾರರ ಬಳಕೆ [651,208,729,221]
crossword-cell[interactable] [595,1320,608,1333]
rohit-gambhir-photo [400,203,640,538]
crossword-cell[interactable] [610,1300,623,1313]
crossword-cell[interactable] [625,1300,638,1313]
crossword-cell[interactable] [520,1340,533,1353]
crossword-cell[interactable] [550,1360,563,1373]
photo-caption-bubble [373,433,439,499]
clue-item: ಮೇಲಿನಿಂದ ಕೆಳಕ್ಕೆ [765,1305,799,1313]
chart-legend-box [832,530,882,562]
chart-value-label: 17 [813,578,822,585]
answers-list [682,1278,760,1433]
answer-item: ಎಡದಿಂದ ಬಲಕ್ಕೆ [682,1279,714,1286]
chart-value-label: 9 [825,578,830,585]
crossword-cell[interactable] [595,1260,608,1273]
crossword-cell[interactable] [640,1400,653,1413]
vidarbha-bottom-rule [515,976,935,977]
story1-title: ಖೇಲೋ ಇಂಡಿಯಾ ಕೂಟ ಮುಂದೂಡಿಕೆ [28,148,182,162]
reg-dots-3 [590,1446,622,1456]
legend-line-2: ಗಳಲ್ಲಿ 27 [846,540,868,547]
crossword-cell[interactable] [535,1400,548,1413]
crossword-cell[interactable] [580,1240,593,1253]
story3-body: ದುಬೈ: ಭಾರತ ವಿಕೆಟ್ ಕೀಪರ್ ರಿಷಭ್ ಪಂತ್ ಅವರ ಮೊಣಕಾಲು ಗಾಯ ಗಂಭೀರವಾಗಿಲ್ಲ ಎಂದು ತಂಡದ ಮೂಲಗಳು ತಿಳಿಸಿವೆ. ಅಭ್ಯಾಸದ ವೇಳೆ ಚೆಂಡು ತಾಗಿ ಗಾಯಗೊಂಡಿದ್ದ ಪಂತ್ ಈಗ ಚೇತರಿಸಿಕೊಂಡಿದ್ದು, ಮುಂದಿನ ಪಂದ್ಯಕ್ಕೆ ಲಭ್ಯರಿರುವ ಸಾಧ್ಯತೆ ಇದೆ. ವೈದ್ಯಕೀಯ ತಂಡ ಅವರ ಮೇಲೆ ನಿಗಾ ವಹಿಸಿದ್ದು, ಆತಂಕ ಪಡುವ ಅಗತ್ಯವಿಲ್ಲ ಎಂದು ಕೋಚ್ ಹೇಳಿದ್ದಾರೆ. ಅವರು ಮತ್ತೆ ನೆಟ್ಸ್‌ನಲ್ಲಿ ಅಭ್ಯಾಸ ನಡೆಸುತ್ತಿದ್ದಾರೆ. [20,1007,190,1060]
crossword-cell[interactable] [565,1280,578,1293]
chart-axis-label: ಡಿ20 [802,594,813,600]
